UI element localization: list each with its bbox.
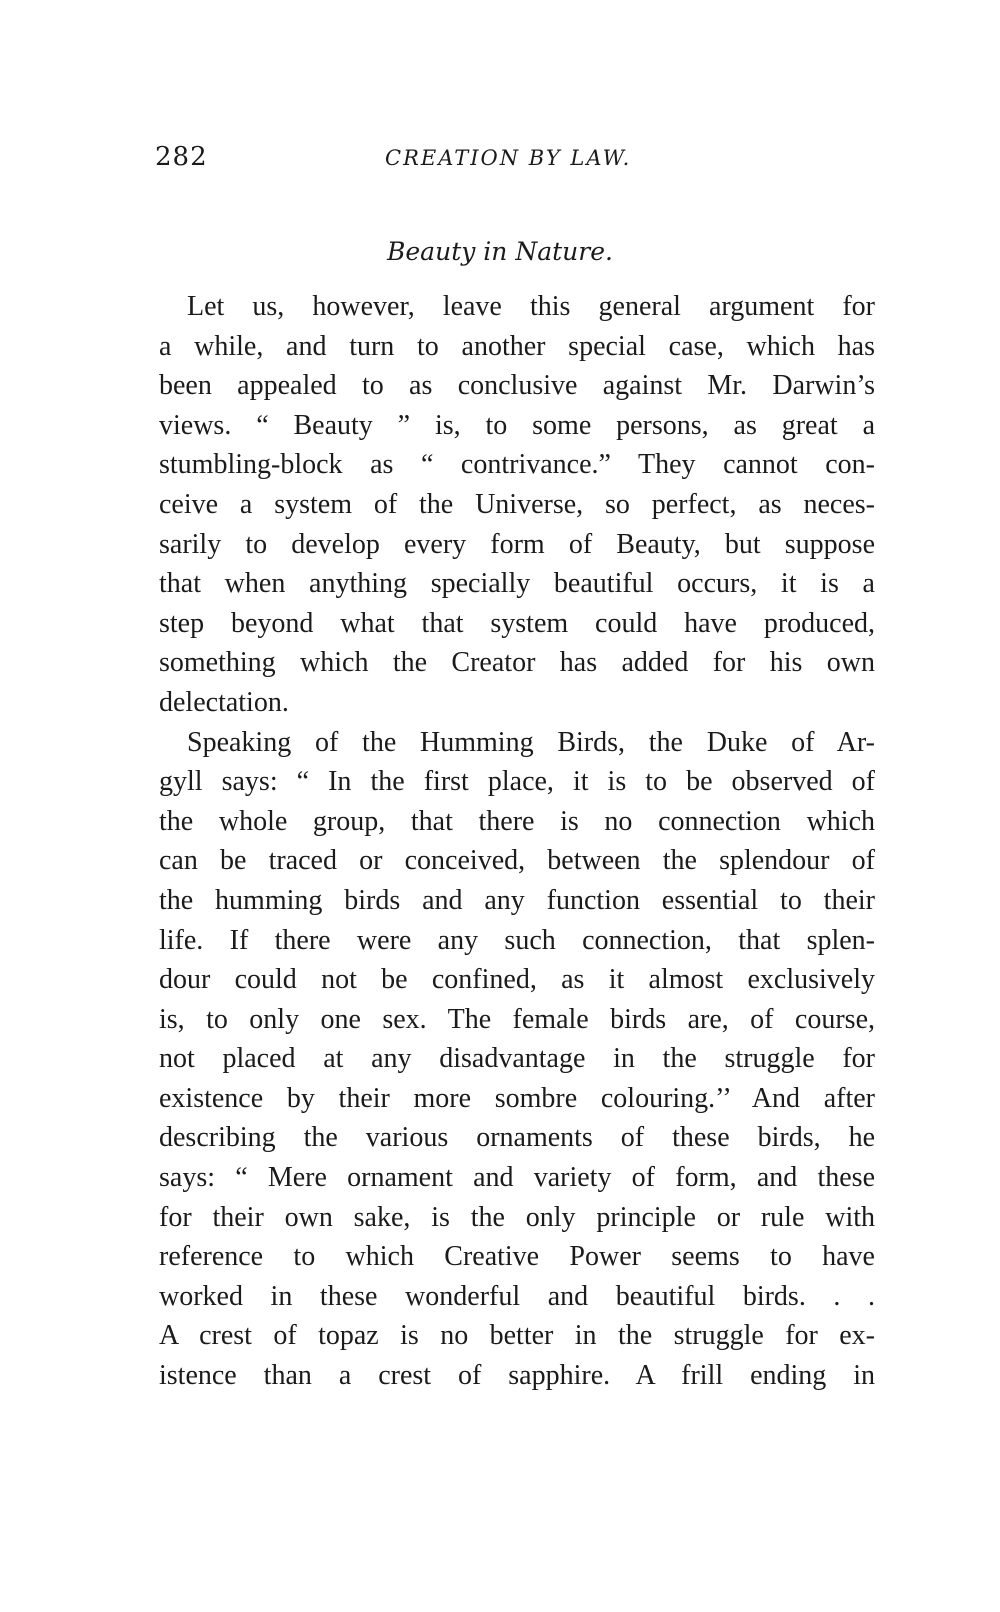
paragraph [159,723,875,1396]
body-text [159,287,875,1396]
section-heading: Beauty in Nature. [387,237,613,266]
text-line: existence by their more sombre colouring.’’ And after [159,1082,875,1114]
text-line: been appealed to as conclusive against Mr. Darwin’s [159,370,875,402]
text-line: Speaking of the Humming Birds, the Duke of Ar- [187,726,875,758]
text-line: worked in these wonderful and beautiful birds. . . [159,1280,875,1312]
text-line: life. If there were any such connection, that splen- [159,924,875,956]
text-line: delectation. [159,686,289,718]
text-line: describing the various ornaments of these birds, he [159,1122,875,1154]
text-line: the humming birds and any function essential to their [159,884,875,916]
text-line: Let us, however, leave this general argument for [187,291,875,322]
text-line: for their own sake, is the only principle or rule with [159,1201,875,1233]
text-line: views. “ Beauty ” is, to some persons, as great a [159,409,875,441]
text-line: can be traced or conceived, between the splendour of [159,845,875,877]
text-line: stumbling-block as “ contrivance.” They cannot con- [159,449,875,481]
text-line: is, to only one sex. The female birds are, of course, [159,1003,875,1035]
text-line: the whole group, that there is no connection which [159,805,875,837]
text-line: gyll says: “ In the first place, it is to be observed of [159,766,875,798]
text-line: ceive a system of the Universe, so perfect, as neces- [159,488,875,520]
text-line: something which the Creator has added for his own [159,647,875,679]
text-line: istence than a crest of sapphire. A frill ending in [159,1360,875,1392]
text-line: reference to which Creative Power seems to have [159,1241,875,1273]
text-line: a while, and turn to another special case, which has [159,330,875,362]
paragraph [159,287,875,723]
text-line: A crest of topaz is no better in the struggle for ex- [159,1320,875,1352]
running-head [155,142,873,182]
text-line: step beyond what that system could have produced, [159,607,875,639]
text-line: sarily to develop every form of Beauty, but suppose [159,528,875,560]
text-line: that when anything specially beautiful occurs, it is a [159,568,875,600]
page-number: 282 [155,142,208,172]
running-title: CREATION BY LAW. [385,146,632,170]
text-line: not placed at any disadvantage in the struggle for [159,1043,875,1075]
text-line: dour could not be confined, as it almost exclusively [159,964,875,996]
text-line: says: “ Mere ornament and variety of form, and these [159,1162,875,1194]
